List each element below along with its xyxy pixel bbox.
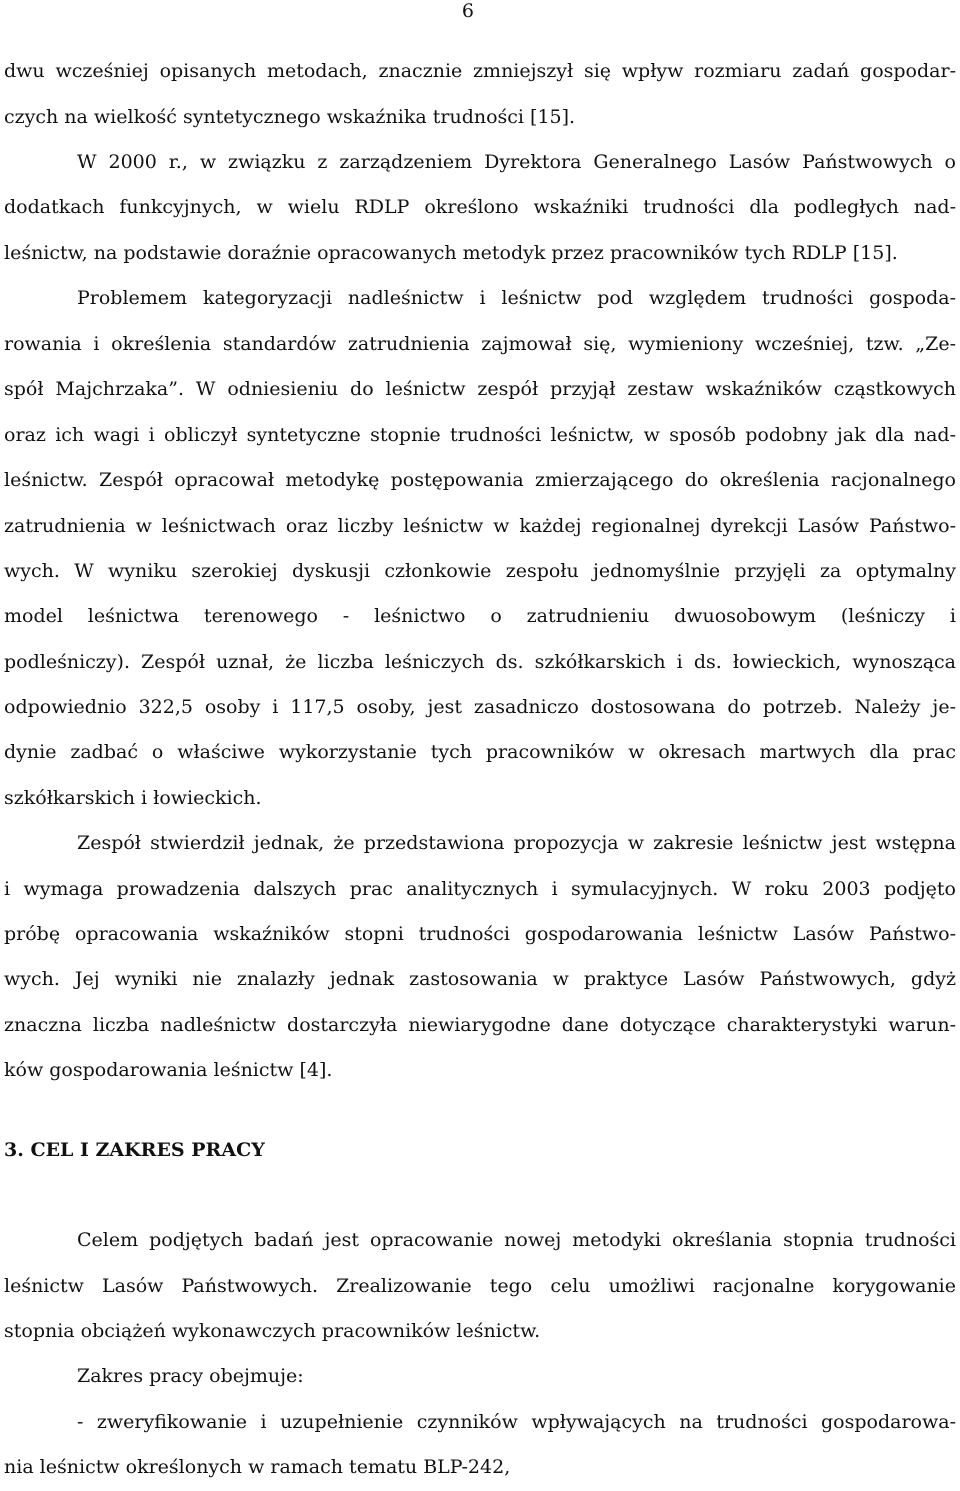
text-line: leśnictw, na podstawie doraźnie opracowanych metodyk przez pracowników tych RDLP [15]. [4, 242, 898, 264]
text-line: leśnictw Lasów Państwowych. Zrealizowanie tego celu umożliwi racjonalne korygowanie [4, 1275, 956, 1297]
text-line: szkółkarskich i łowieckich. [4, 787, 262, 809]
page-number: 6 [461, 0, 474, 22]
text-line: podleśniczy). Zespół uznał, że liczba leśniczych ds. szkółkarskich i ds. łowieckich, wynosząca [4, 651, 956, 673]
text-line: dodatkach funkcyjnych, w wielu RDLP określono wskaźniki trudności dla podległych nad- [4, 196, 956, 218]
text-line: Problemem kategoryzacji nadleśnictw i leśnictw pod względem trudności gospoda- [77, 287, 956, 309]
text-line: wych. W wyniku szerokiej dyskusji członkowie zespołu jednomyślnie przyjęli za optymalny [4, 560, 956, 582]
text-line: nia leśnictw określonych w ramach tematu BLP-242, [4, 1456, 511, 1478]
text-line: rowania i określenia standardów zatrudnienia zajmował się, wymieniony wcześniej, tzw. „Ze- [4, 333, 956, 355]
text-line: i wymaga prowadzenia dalszych prac analitycznych i symulacyjnych. W roku 2003 podjęto [4, 878, 956, 900]
text-line: odpowiednio 322,5 osoby i 117,5 osoby, jest zasadniczo dostosowana do potrzeb. Należy je- [4, 696, 956, 718]
text-line: stopnia obciążeń wykonawczych pracowników leśnictw. [4, 1320, 541, 1342]
text-line: dwu wcześniej opisanych metodach, znacznie zmniejszył się wpływ rozmiaru zadań gospodar- [4, 60, 956, 82]
text-line: Zakres pracy obejmuje: [77, 1365, 304, 1387]
text-line: model leśnictwa terenowego - leśnictwo o zatrudnieniu dwuosobowym (leśniczy i [4, 605, 956, 627]
text-line: Celem podjętych badań jest opracowanie nowej metodyki określania stopnia trudności [77, 1229, 956, 1251]
text-line: zatrudnienia w leśnictwach oraz liczby leśnictw w każdej regionalnej dyrekcji Lasów Państwo- [4, 515, 956, 537]
text-line: ków gospodarowania leśnictw [4]. [4, 1059, 333, 1081]
text-line: W 2000 r., w związku z zarządzeniem Dyrektora Generalnego Lasów Państwowych o [77, 151, 956, 173]
text-line: wych. Jej wyniki nie znalazły jednak zastosowania w praktyce Lasów Państwowych, gdyż [4, 968, 956, 990]
text-line: leśnictw. Zespół opracował metodykę postępowania zmierzającego do określenia racjonalnego [4, 469, 956, 491]
section-heading: 3. CEL I ZAKRES PRACY [4, 1139, 265, 1161]
text-line: Zespół stwierdził jednak, że przedstawiona propozycja w zakresie leśnictw jest wstępna [77, 832, 956, 854]
text-line: - zweryfikowanie i uzupełnienie czynników wpływających na trudności gospodarowa- [77, 1411, 956, 1433]
text-line: znaczna liczba nadleśnictw dostarczyła niewiarygodne dane dotyczące charakterystyki warun- [4, 1014, 956, 1036]
text-line: próbę opracowania wskaźników stopni trudności gospodarowania leśnictw Lasów Państwo- [4, 923, 956, 945]
text-line: spół Majchrzaka”. W odniesieniu do leśnictw zespół przyjął zestaw wskaźników cząstkowych [4, 378, 956, 400]
text-line: dynie zadbać o właściwe wykorzystanie tych pracowników w okresach martwych dla prac [4, 741, 956, 763]
text-line: oraz ich wagi i obliczył syntetyczne stopnie trudności leśnictw, w sposób podobny jak dla nad- [4, 424, 956, 446]
text-line: czych na wielkość syntetycznego wskaźnika trudności [15]. [4, 106, 576, 128]
